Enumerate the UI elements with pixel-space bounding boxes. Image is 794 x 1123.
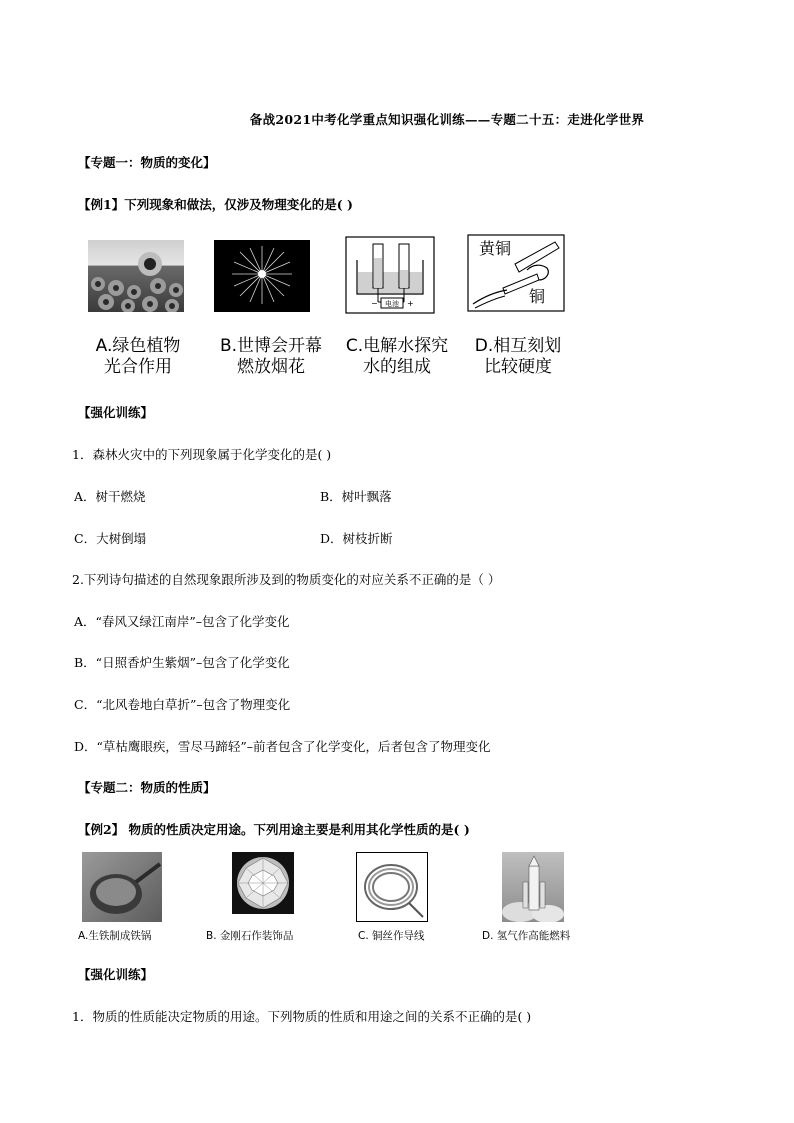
hydrogen-rocket-image (502, 852, 564, 922)
q2-option-b: B．“日照香炉生紫烟”–包含了化学变化 (74, 655, 290, 670)
fireworks-image (214, 240, 310, 312)
example1-caption-c: C.电解水探究 水的组成 (345, 336, 449, 377)
example1-caption-a: A.绿色植物 光合作用 (95, 336, 181, 377)
q1-option-a: A．树干燃烧 (74, 489, 146, 504)
training2-q1: 1．物质的性质能决定物质的用途。下列物质的性质和用途之间的关系不正确的是( ) (72, 1009, 532, 1024)
copper-wire-image (356, 852, 428, 922)
example2-caption-d: D. 氢气作高能燃料 (482, 930, 571, 942)
q2-option-c: C．“北风卷地白草折”–包含了物理变化 (74, 697, 291, 712)
page-title: 备战2021中考化学重点知识强化训练——专题二十五：走进化学世界 (249, 112, 645, 127)
brass-label: 黄铜 (479, 239, 512, 258)
q1-option-d: D．树枝折断 (320, 531, 393, 546)
example2-caption-a: A.生铁制成铁锅 (78, 930, 152, 942)
q2-option-d: D．“草枯鹰眼疾，雪尽马蹄轻”–前者包含了化学变化，后者包含了物理变化 (74, 739, 491, 754)
sunflower-image (88, 240, 184, 312)
iron-wok-image (82, 852, 162, 922)
section1-heading: 【专题一：物质的变化】 (78, 155, 216, 170)
example1-caption-d: D.相互刻划 比较硬度 (474, 336, 562, 377)
training1-q1: 1．森林火灾中的下列现象属于化学变化的是( ) (72, 447, 332, 462)
example1-caption-b: B.世博会开幕 燃放烟花 (219, 336, 323, 377)
q2-option-a: A．“春风又绿江南岸”–包含了化学变化 (74, 614, 290, 629)
section2-heading: 【专题二：物质的性质】 (78, 780, 216, 795)
example2-caption-c: C. 铜丝作导线 (358, 930, 425, 942)
scratch-hardness-image (467, 234, 565, 312)
electrolysis-diagram (345, 236, 435, 314)
svg-text:−: − (371, 299, 378, 308)
copper-label: 铜 (529, 287, 546, 306)
q1-option-c: C．大树倒塌 (74, 531, 147, 546)
training1-heading: 【强化训练】 (78, 405, 154, 420)
training2-heading: 【强化训练】 (78, 967, 154, 982)
power-label: 电池 (385, 300, 399, 308)
example1-question: 【例1】下列现象和做法，仅涉及物理变化的是( ) (78, 197, 353, 212)
training1-q2: 2.下列诗句描述的自然现象跟所涉及到的物质变化的对应关系不正确的是（ ） (72, 572, 501, 587)
diamond-image (232, 852, 294, 914)
example2-caption-b: B. 金刚石作装饰品 (206, 930, 294, 942)
svg-text:+: + (407, 299, 414, 308)
example2-question: 【例2】 物质的性质决定用途。下列用途主要是利用其化学性质的是( ) (78, 822, 470, 837)
q1-option-b: B．树叶飘落 (320, 489, 392, 504)
